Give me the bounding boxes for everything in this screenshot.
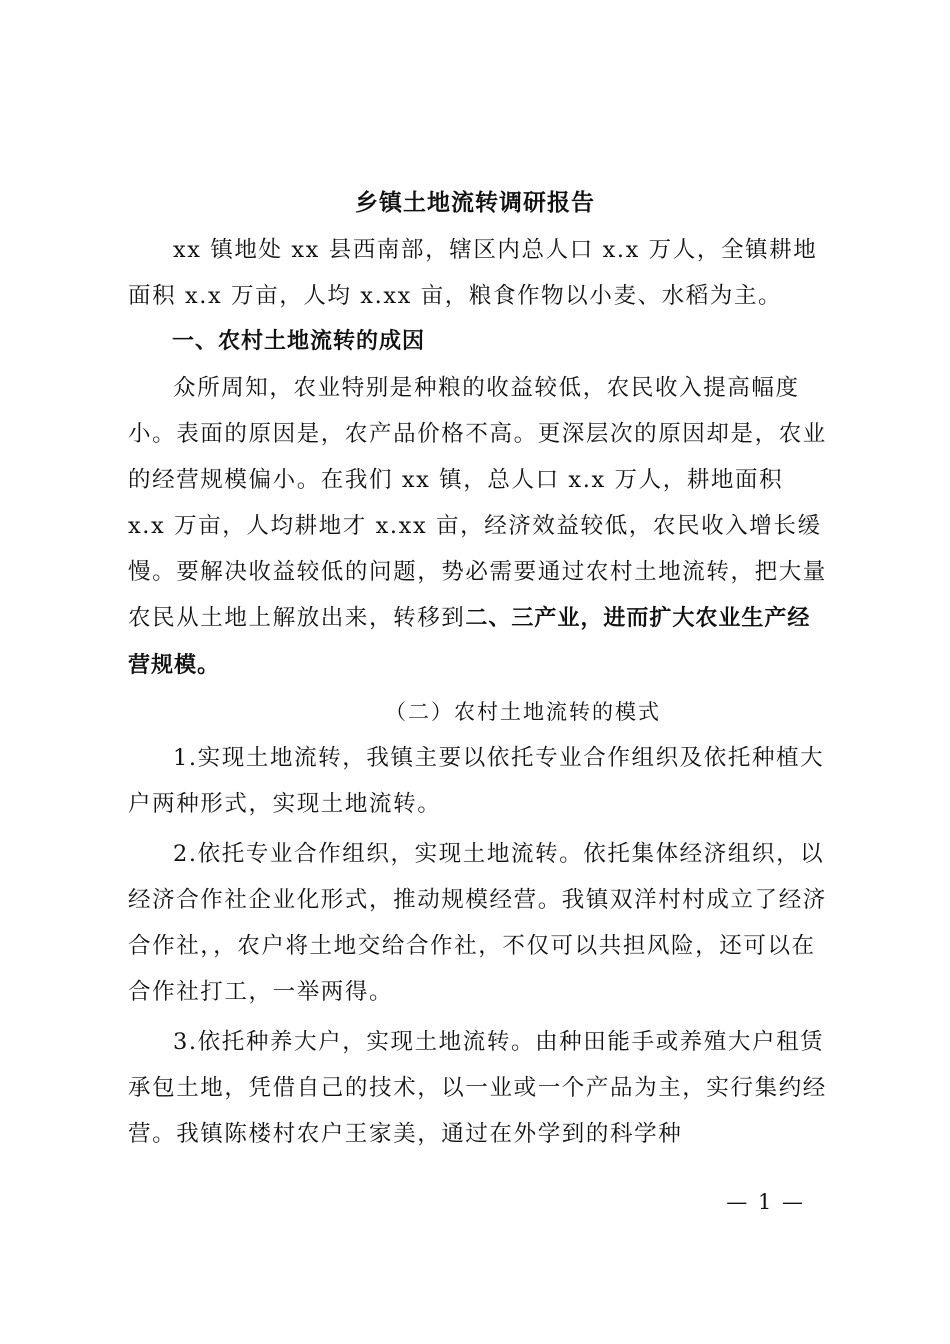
intro-paragraph: xx 镇地处 xx 县西南部，辖区内总人口 x.x 万人，全镇耕地面积 x.x 万亩，人均 x.xx 亩，粮食作物以小麦、水稻为主。 [128, 237, 818, 309]
causes-paragraph-bold-text: 二、三产业，进而扩大农业生产经营规模。 [128, 606, 811, 678]
causes-paragraph-text: 众所周知，农业特别是种粮的收益较低，农民收入提高幅度小。表面的原因是，农产品价格不高。更深层次的原因却是，农业的经营规模偏小。在我们 xx 镇，总人口 x.x 万人，耕地面积 x.x 万亩，人均耕地才 x.xx 亩，经济效益较低，农民收入增长缓慢。要解决收益较低的问题，势必需要通过农村土地流转，把大量农民从土地上解放出来，转移到 [128, 375, 827, 631]
mode-item-1: 1.实现土地流转，我镇主要以依托专业合作组织及依托种植大户两种形式，实现土地流转。 [128, 745, 825, 817]
document-title: 乡镇土地流转调研报告 [355, 189, 595, 216]
causes-paragraph [128, 365, 828, 689]
document-body [128, 227, 828, 1157]
mode-item-3: 3.依托种养大户，实现土地流转。由种田能手或养殖大户租赁承包土地，凭借自己的技术，以一业或一个产品为主，实行集约经营。我镇陈楼村农户王家美，通过在外学到的科学种 [128, 1029, 827, 1147]
mode-item-2: 2.依托专业合作组织，实现土地流转。依托集体经济组织，以经济合作社企业化形式，推动规模经营。我镇双洋村村成立了经济合作社，，农户将土地交给合作社，不仅可以共担风险，还可以在合作社打工，一举两得。 [128, 841, 827, 1005]
section-heading-modes: （二）农村土地流转的模式 [385, 700, 661, 724]
section-heading-causes: 一、农村土地流转的成因 [172, 329, 426, 354]
page-number: — 1 — [726, 1190, 805, 1214]
